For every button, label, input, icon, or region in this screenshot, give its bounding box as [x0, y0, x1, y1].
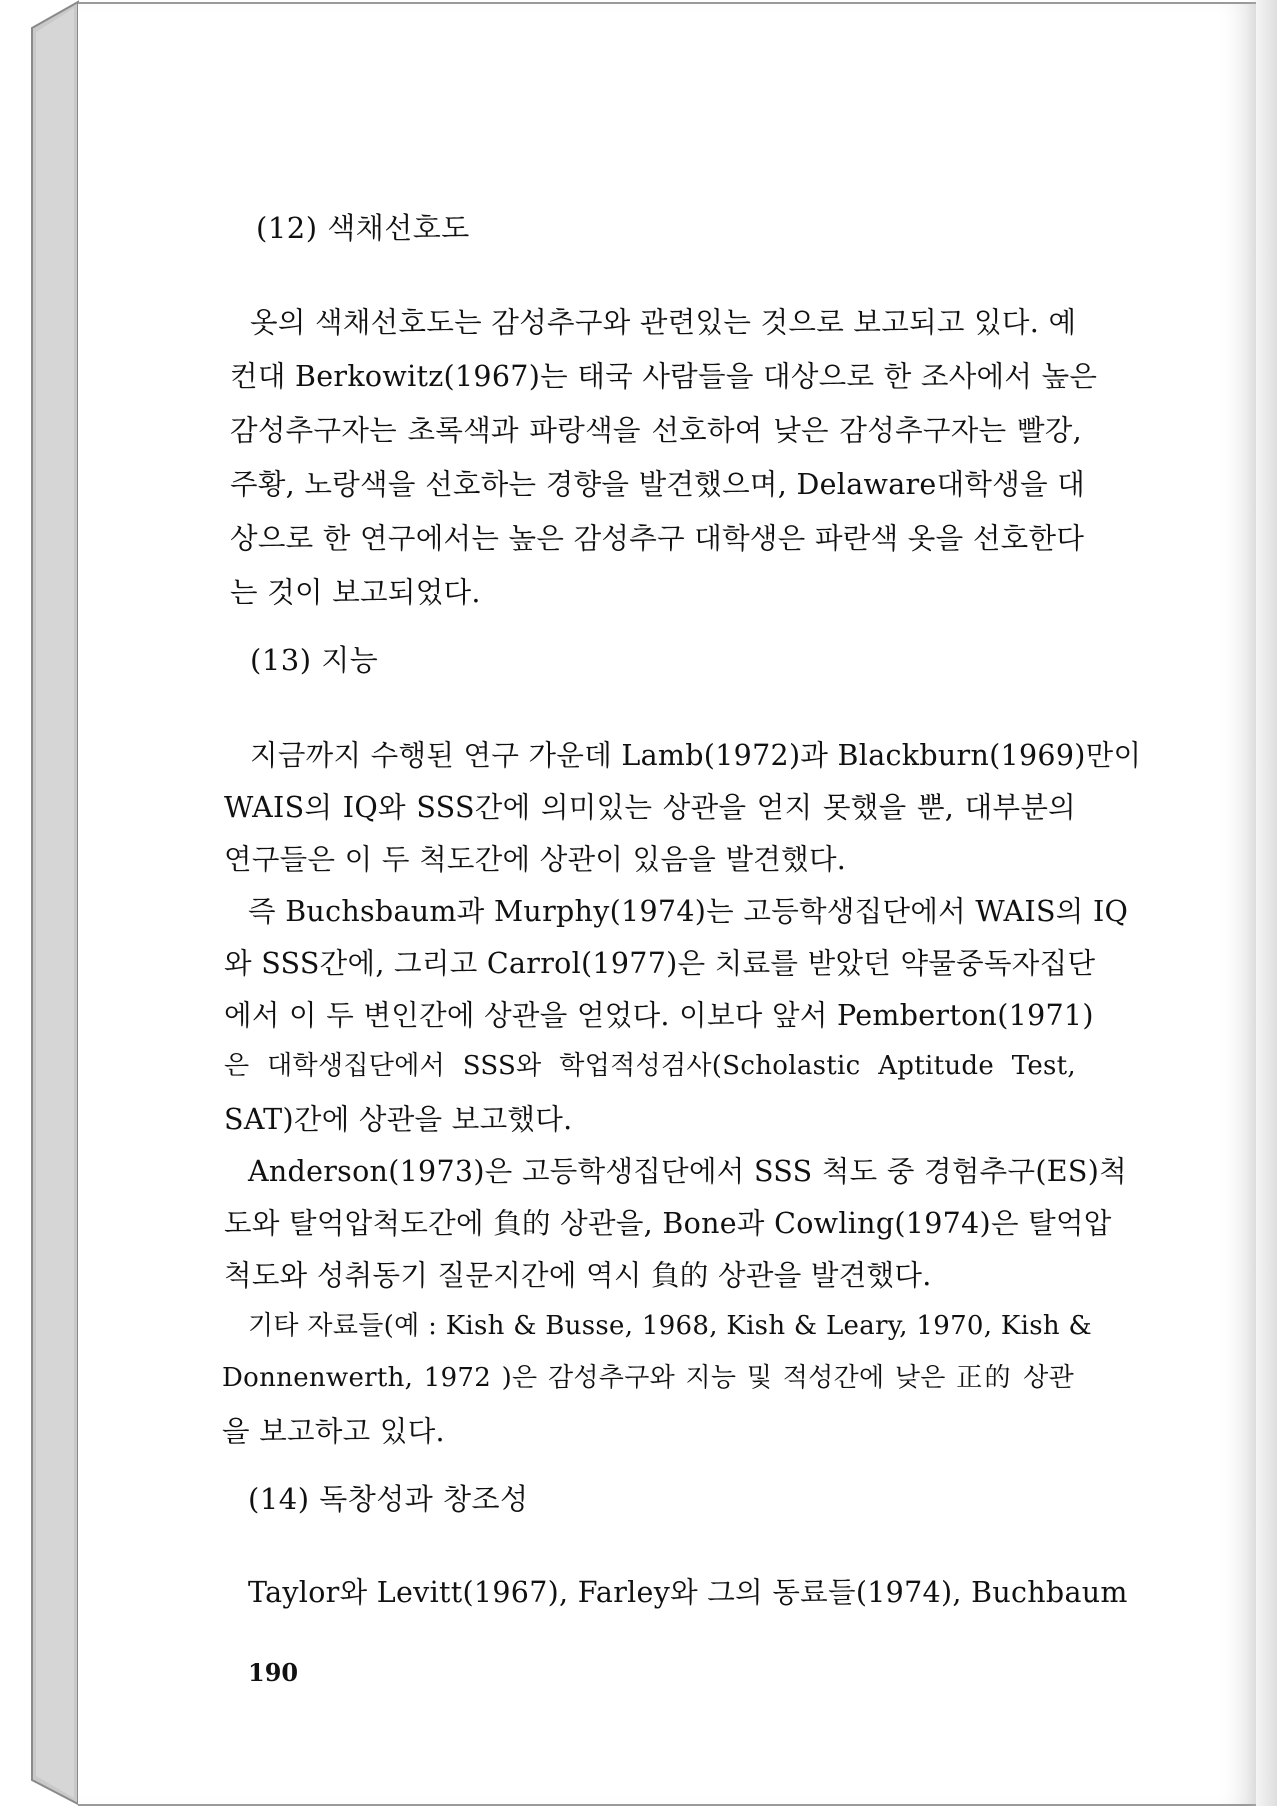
text-line: Taylor와 Levitt(1967), Farley와 그의 동료들(1974), Buchbaum [248, 1576, 1128, 1609]
text-line: Anderson(1973)은 고등학생집단에서 SSS 척도 중 경험추구(ES)척 [248, 1155, 1127, 1188]
text-line: 컨대 Berkowitz(1967)는 태국 사람들을 대상으로 한 조사에서 높은 [230, 360, 1098, 393]
text-line: SAT)간에 상관을 보고했다. [224, 1103, 573, 1136]
text-line: 옷의 색채선호도는 감성추구와 관련있는 것으로 보고되고 있다. 예 [250, 306, 1077, 339]
text-line: 을 보고하고 있다. [222, 1415, 445, 1448]
page-edge-shadow [1247, 0, 1277, 1806]
text-line: 도와 탈억압척도간에 負的 상관을, Bone과 Cowling(1974)은 탈억압 [224, 1207, 1112, 1240]
page-number: 190 [248, 1658, 299, 1687]
section-heading-color-preference: (12) 색채선호도 [256, 211, 470, 245]
text-line: WAIS의 IQ와 SSS간에 의미있는 상관을 얻지 못했을 뿐, 대부분의 [224, 791, 1076, 824]
text-line: 감성추구자는 초록색과 파랑색을 선호하여 낮은 감성추구자는 빨강, [230, 414, 1082, 447]
section-heading-originality-creativity: (14) 독창성과 창조성 [248, 1482, 529, 1516]
text-line: 지금까지 수행된 연구 가운데 Lamb(1972)과 Blackburn(1969)만이 [250, 739, 1142, 772]
text-line: 상으로 한 연구에서는 높은 감성추구 대학생은 파란색 옷을 선호한다 [230, 522, 1085, 555]
text-line: 에서 이 두 변인간에 상관을 얻었다. 이보다 앞서 Pemberton(1971) [224, 999, 1094, 1032]
text-line: Donnenwerth, 1972 )은 감성추구와 지능 및 적성간에 낮은 正的 상관 [222, 1363, 1074, 1393]
text-line: 와 SSS간에, 그리고 Carrol(1977)은 치료를 받았던 약물중독자집단 [224, 947, 1096, 980]
text-line: 연구들은 이 두 척도간에 상관이 있음을 발견했다. [224, 843, 847, 876]
text-line: 즉 Buchsbaum과 Murphy(1974)는 고등학생집단에서 WAIS의 IQ [248, 895, 1129, 928]
text-line: 주황, 노랑색을 선호하는 경향을 발견했으며, Delaware대학생을 대 [230, 468, 1086, 501]
text-line: 는 것이 보고되었다. [230, 576, 481, 609]
section-heading-intelligence: (13) 지능 [250, 643, 379, 677]
text-line: 척도와 성취동기 질문지간에 역시 負的 상관을 발견했다. [224, 1259, 932, 1292]
text-line: 은 대학생집단에서 SSS와 학업적성검사(Scholastic Aptitude Test, [224, 1051, 1076, 1081]
text-line: 기타 자료들(예 : Kish & Busse, 1968, Kish & Leary, 1970, Kish & [248, 1311, 1092, 1341]
